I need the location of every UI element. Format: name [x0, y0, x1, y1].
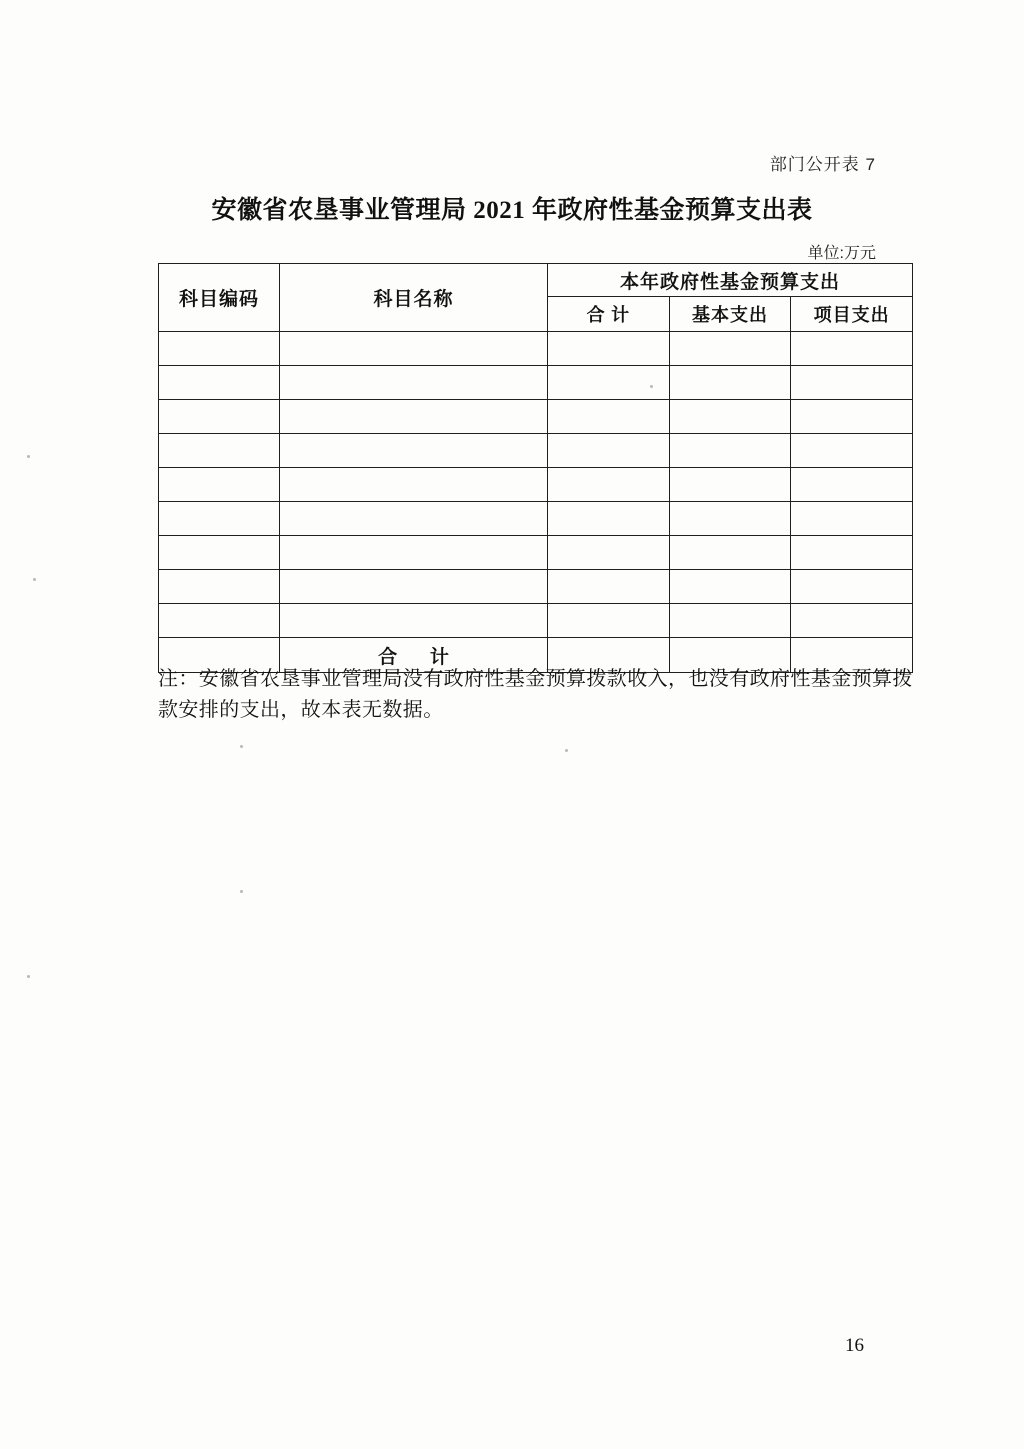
cell-total	[548, 434, 670, 468]
cell-code	[159, 332, 280, 366]
header-basic-expenditure: 基本支出	[669, 297, 791, 332]
scan-speck	[27, 975, 30, 978]
scan-speck	[27, 455, 30, 458]
scan-speck	[33, 578, 36, 581]
cell-total	[548, 332, 670, 366]
cell-name	[280, 468, 548, 502]
cell-code	[159, 536, 280, 570]
cell-name	[280, 400, 548, 434]
table-row	[159, 468, 913, 502]
cell-basic	[669, 570, 791, 604]
scan-speck	[240, 890, 243, 893]
cell-basic	[669, 366, 791, 400]
table-row	[159, 400, 913, 434]
cell-total	[548, 604, 670, 638]
cell-name	[280, 570, 548, 604]
form-label: 部门公开表 7	[769, 155, 876, 174]
cell-project	[791, 434, 913, 468]
scan-speck	[565, 749, 568, 752]
cell-project	[791, 604, 913, 638]
cell-project	[791, 400, 913, 434]
budget-table	[158, 263, 913, 673]
cell-code	[159, 366, 280, 400]
cell-basic	[669, 332, 791, 366]
table-note: 注：安徽省农垦事业管理局没有政府性基金预算拨款收入，也没有政府性基金预算拨款安排的支出，故本表无数据。	[158, 668, 913, 721]
cell-total	[548, 468, 670, 502]
cell-basic	[669, 434, 791, 468]
cell-project	[791, 468, 913, 502]
cell-total	[548, 536, 670, 570]
cell-code	[159, 570, 280, 604]
page-title: 安徽省农垦事业管理局 2021 年政府性基金预算支出表	[211, 197, 813, 224]
cell-project	[791, 332, 913, 366]
cell-code	[159, 468, 280, 502]
cell-name	[280, 536, 548, 570]
cell-code	[159, 502, 280, 536]
table-row	[159, 502, 913, 536]
cell-basic	[669, 604, 791, 638]
header-subject-code: 科目编码	[159, 264, 280, 332]
table-row	[159, 570, 913, 604]
table-row	[159, 366, 913, 400]
cell-name	[280, 604, 548, 638]
cell-total	[548, 400, 670, 434]
cell-name	[280, 332, 548, 366]
cell-code	[159, 400, 280, 434]
cell-code	[159, 434, 280, 468]
header-total: 合 计	[548, 297, 670, 332]
table-row	[159, 434, 913, 468]
table-row	[159, 604, 913, 638]
cell-name	[280, 366, 548, 400]
footer-total-label: 合 计	[280, 638, 548, 673]
header-subject-name: 科目名称	[280, 264, 548, 332]
cell-project	[791, 570, 913, 604]
cell-total	[548, 366, 670, 400]
cell-basic	[669, 502, 791, 536]
scan-speck	[240, 745, 243, 748]
table-header-row-primary	[159, 264, 913, 297]
header-group-fund-expenditure: 本年政府性基金预算支出	[548, 264, 913, 297]
cell-project	[791, 536, 913, 570]
cell-total	[548, 570, 670, 604]
cell-name	[280, 434, 548, 468]
cell-project	[791, 502, 913, 536]
page-number: 16	[845, 1335, 864, 1356]
cell-project	[791, 366, 913, 400]
cell-total	[548, 502, 670, 536]
cell-name	[280, 502, 548, 536]
cell-basic	[669, 468, 791, 502]
table-row	[159, 536, 913, 570]
scan-speck	[650, 385, 653, 388]
table-row	[159, 332, 913, 366]
header-project-expenditure: 项目支出	[791, 297, 913, 332]
cell-basic	[669, 536, 791, 570]
cell-code	[159, 604, 280, 638]
unit-label: 单位:万元	[807, 245, 876, 262]
cell-basic	[669, 400, 791, 434]
